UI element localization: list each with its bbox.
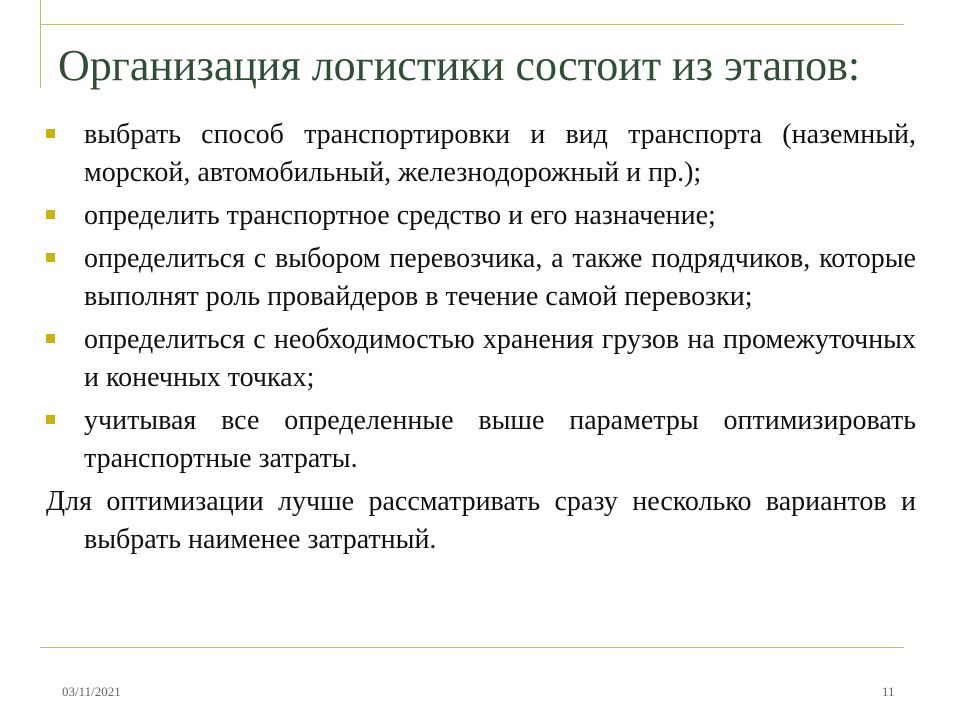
frame-bottom-line [40, 647, 904, 648]
slide-content [46, 116, 916, 559]
square-bullet-icon [46, 334, 55, 343]
square-bullet-icon [46, 253, 55, 262]
page-number: 11 [882, 684, 895, 699]
bullet-item [46, 321, 916, 397]
square-bullet-icon [46, 415, 55, 424]
bullet-text: определить транспортное средство и его назначение; [84, 200, 716, 231]
bullet-item [46, 402, 916, 478]
bullet-item [46, 240, 916, 316]
frame-top-line [40, 24, 904, 25]
bullet-item [46, 116, 916, 192]
bullet-text: выбрать способ транспортировки и вид транспорта (наземный, морской, автомобильный, железнодорожный и пр.); [84, 119, 916, 188]
frame-left-line [40, 0, 41, 88]
bullet-item [46, 197, 916, 235]
bullet-text: определиться с необходимостью хранения грузов на промежуточных и конечных точках; [84, 324, 916, 393]
bullet-text: определиться с выбором перевозчика, а также подрядчиков, которые выполнят роль провайдеров в течение самой перевозки; [84, 243, 916, 312]
slide-title: Организация логистики состоит из этапов: [58, 41, 861, 90]
square-bullet-icon [46, 129, 55, 138]
footer-date: 03/11/2021 [62, 684, 121, 699]
square-bullet-icon [46, 210, 55, 219]
closing-paragraph: Для оптимизации лучше рассматривать сразу несколько вариантов и выбрать наименее затратный. [46, 486, 916, 555]
bullet-text: учитывая все определенные выше параметры оптимизировать транспортные затраты. [84, 405, 916, 474]
